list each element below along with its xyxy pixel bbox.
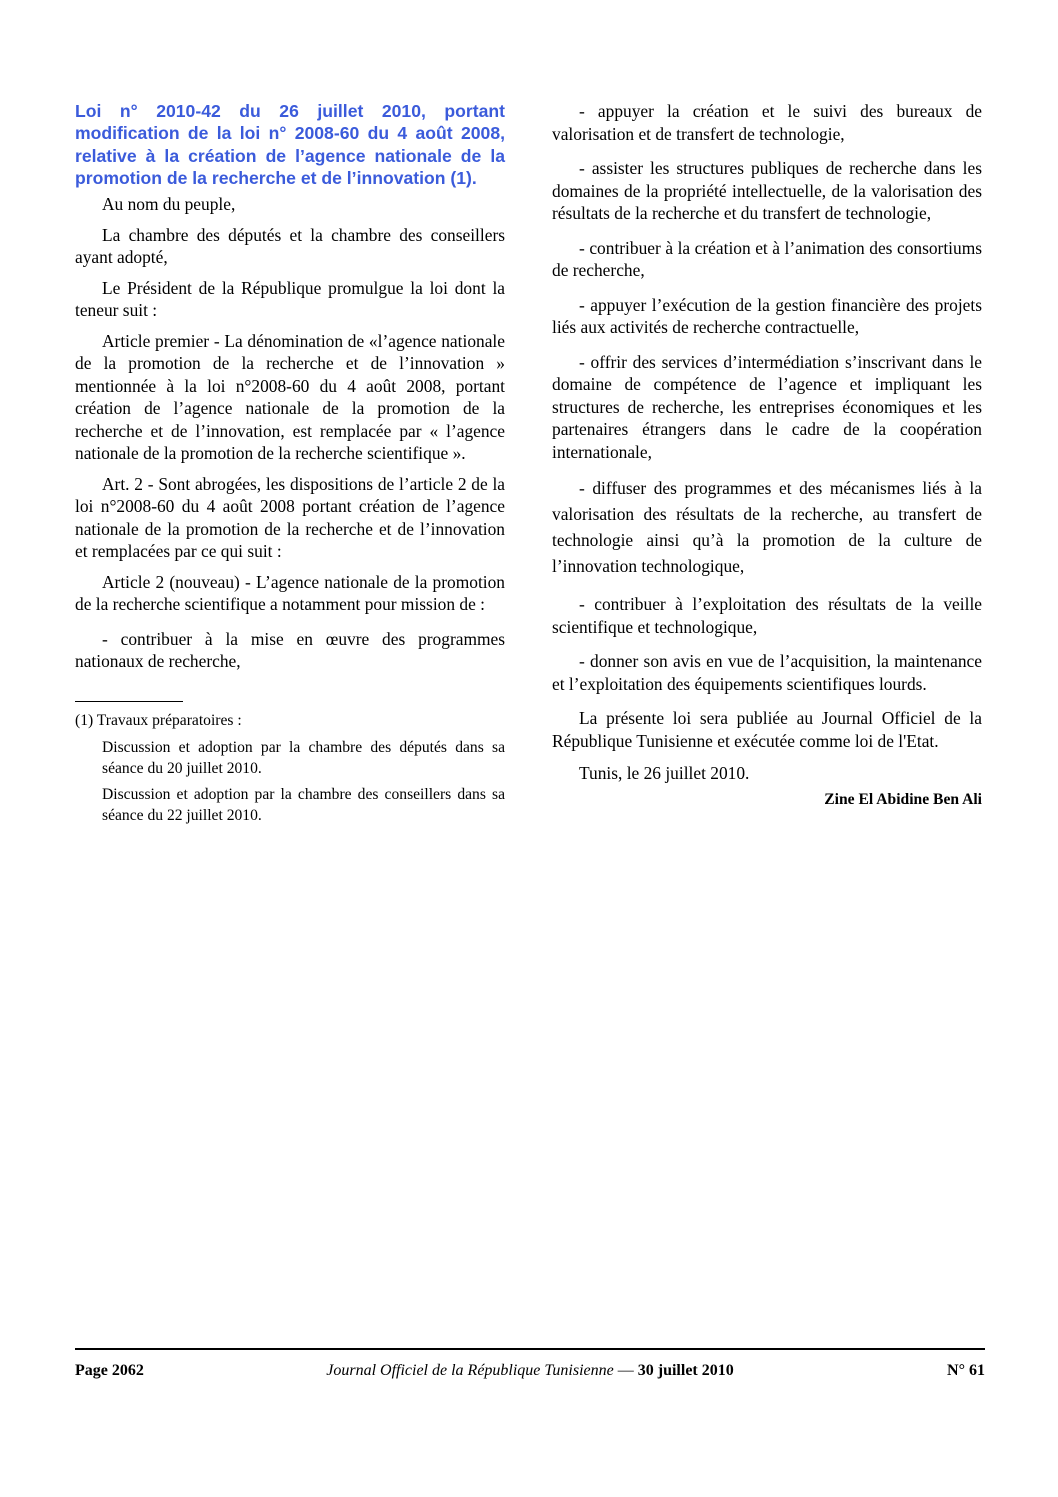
- mission-item: - contribuer à l’exploitation des résultats de la veille scientifique et technologique,: [552, 594, 982, 637]
- right-column: [552, 100, 982, 811]
- mission-item: - offrir des services d’intermédiation s’inscrivant dans le domaine de compétence de l’agence et impliquant les structures de recherche, les entreprises économiques et les partenaires étrangers dans le cadre de la coopération internationale,: [552, 351, 982, 462]
- footnote-divider: [75, 701, 183, 702]
- mission-item: - contribuer à la mise en œuvre des programmes nationaux de recherche,: [75, 628, 505, 672]
- journal-separator: —: [613, 1362, 638, 1379]
- mission-item: - assister les structures publiques de recherche dans les domaines de la propriété intellectuelle, de la valorisation des résultats de la recherche et du transfert de technologie,: [552, 158, 982, 223]
- law-title: Loi n° 2010-42 du 26 juillet 2010, portant modification de la loi n° 2008-60 du 4 août 2008, relative à la création de l’agence nationale de la promotion de la recherche et de l’innovation (1).: [75, 101, 505, 188]
- article-2-new-text: L’agence nationale de la promotion de la recherche scientifique a notamment pour mission de :: [75, 571, 505, 615]
- mission-item: - appuyer la création et le suivi des bureaux de valorisation et de transfert de technologie,: [552, 101, 982, 144]
- preamble-promulgation: Le Président de la République promulgue la loi dont la teneur suit :: [75, 277, 505, 321]
- mission-item: - donner son avis en vue de l’acquisition, la maintenance et l’exploitation des équipements scientifiques lourds.: [552, 651, 982, 694]
- article-1-text: La dénomination de «l’agence nationale de la promotion de la recherche et de l’innovation » mentionnée à la loi n°2008-60 du 4 août 2008, portant création de l’agence nationale de la promotion de la recherche et de l’innovation, est remplacée par « l’agence nationale de la promotion de la recherche scientifique ».: [75, 330, 505, 464]
- article-2-text: Sont abrogées, les dispositions de l’article 2 de la loi n°2008-60 du 4 août 2008 portant création de l’agence nationale de la promotion de la recherche et de l’innovation et remplacées par ce qui suit :: [75, 473, 506, 562]
- issue-number: N° 61: [947, 1362, 985, 1379]
- preamble-people: Au nom du peuple,: [102, 194, 236, 215]
- mission-item: - appuyer l’exécution de la gestion financière des projets liés aux activités de recherche contractuelle,: [552, 294, 982, 337]
- page-number: Page 2062: [75, 1362, 144, 1379]
- mission-item: - diffuser des programmes et des mécanismes liés à la valorisation des résultats de la recherche, au transfert de technologie ainsi qu’à la promotion de la culture de l’innovation technologique,: [552, 478, 982, 576]
- article-1: [75, 330, 505, 465]
- signature: Zine El Abidine Ben Ali: [824, 790, 982, 808]
- article-2: [75, 473, 505, 563]
- footnote-item: Discussion et adoption par la chambre des conseillers dans sa séance du 22 juillet 2010.: [102, 785, 505, 824]
- footnote-heading: (1) Travaux préparatoires :: [75, 711, 242, 729]
- closing-paragraph: La présente loi sera publiée au Journal Officiel de la République Tunisienne et exécutée comme loi de l'Etat.: [552, 708, 982, 751]
- article-1-label: Article premier -: [102, 330, 225, 351]
- mission-item: - contribuer à la création et à l’animation des consortiums de recherche,: [552, 237, 982, 280]
- article-2-label: Art. 2 -: [102, 473, 159, 494]
- footnote-item: Discussion et adoption par la chambre des députés dans sa séance du 20 juillet 2010.: [102, 738, 505, 777]
- journal-name: Journal Officiel de la République Tunisienne: [326, 1362, 614, 1379]
- preamble-chambers: La chambre des députés et la chambre des conseillers ayant adopté,: [75, 224, 505, 268]
- journal-reference: [75, 1360, 985, 1382]
- article-2-new-label: Article 2 (nouveau) -: [102, 571, 257, 592]
- article-2-new: [75, 571, 505, 616]
- journal-date: 30 juillet 2010: [637, 1362, 734, 1379]
- left-column: [75, 100, 505, 831]
- footer-divider: [75, 1348, 985, 1350]
- footnote: [75, 710, 505, 826]
- place-date: Tunis, le 26 juillet 2010.: [579, 763, 750, 783]
